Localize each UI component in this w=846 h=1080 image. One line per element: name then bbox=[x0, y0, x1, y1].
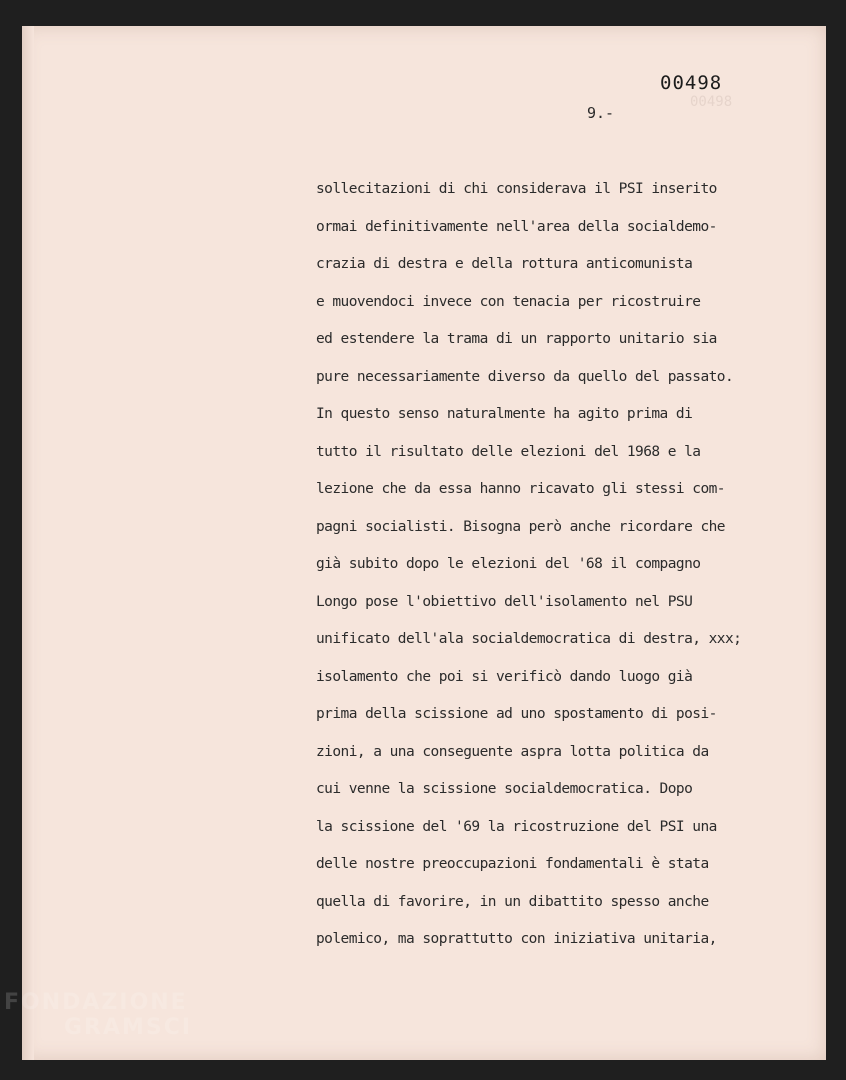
text-line: prima della scissione ad uno spostamento di posi- bbox=[316, 706, 717, 722]
watermark-line-2: GRAMSCI bbox=[64, 1015, 193, 1040]
text-line: cui venne la scissione socialdemocratica. Dopo bbox=[316, 781, 693, 797]
fondazione-gramsci-watermark bbox=[4, 990, 214, 1040]
text-line: crazia di destra e della rottura anticomunista bbox=[316, 256, 693, 272]
show-through-text: 00498 bbox=[690, 94, 733, 110]
text-line: lezione che da essa hanno ricavato gli stessi com- bbox=[316, 481, 725, 497]
text-line: pure necessariamente diverso da quello del passato. bbox=[316, 368, 734, 385]
text-line: Longo pose l'obiettivo dell'isolamento nel PSU bbox=[316, 593, 693, 610]
text-line: ed estendere la trama di un rapporto unitario sia bbox=[316, 331, 717, 347]
text-line: sollecitazioni di chi considerava il PSI inserito bbox=[316, 181, 717, 197]
text-line: delle nostre preoccupazioni fondamentali è stata bbox=[316, 856, 709, 872]
text-line: zioni, a una conseguente aspra lotta politica da bbox=[316, 743, 709, 760]
text-line: quella di favorire, in un dibattito spesso anche bbox=[316, 893, 709, 910]
document-number: 00498 bbox=[660, 72, 723, 94]
text-line: In questo senso naturalmente ha agito prima di bbox=[316, 406, 693, 422]
paper-left-edge bbox=[22, 26, 34, 1060]
page-number: 9.- bbox=[587, 104, 615, 122]
text-line: tutto il risultato delle elezioni del 1968 e la bbox=[316, 443, 701, 460]
text-line: pagni socialisti. Bisogna però anche ricordare che bbox=[316, 518, 725, 535]
text-line: unificato dell'ala socialdemocratica di destra, xxx; bbox=[316, 631, 742, 647]
typed-body-text bbox=[316, 176, 816, 964]
text-line: polemico, ma soprattutto con iniziativa unitaria, bbox=[316, 931, 717, 947]
text-line: isolamento che poi si verificò dando luogo già bbox=[316, 668, 693, 685]
text-line: la scissione del '69 la ricostruzione del PSI una bbox=[316, 818, 717, 835]
text-line: già subito dopo le elezioni del '68 il compagno bbox=[316, 556, 701, 572]
text-line: e muovendoci invece con tenacia per ricostruire bbox=[316, 293, 701, 310]
watermark-line-1: FONDAZIONE bbox=[4, 990, 188, 1015]
text-line: ormai definitivamente nell'area della socialdemo- bbox=[316, 218, 717, 235]
